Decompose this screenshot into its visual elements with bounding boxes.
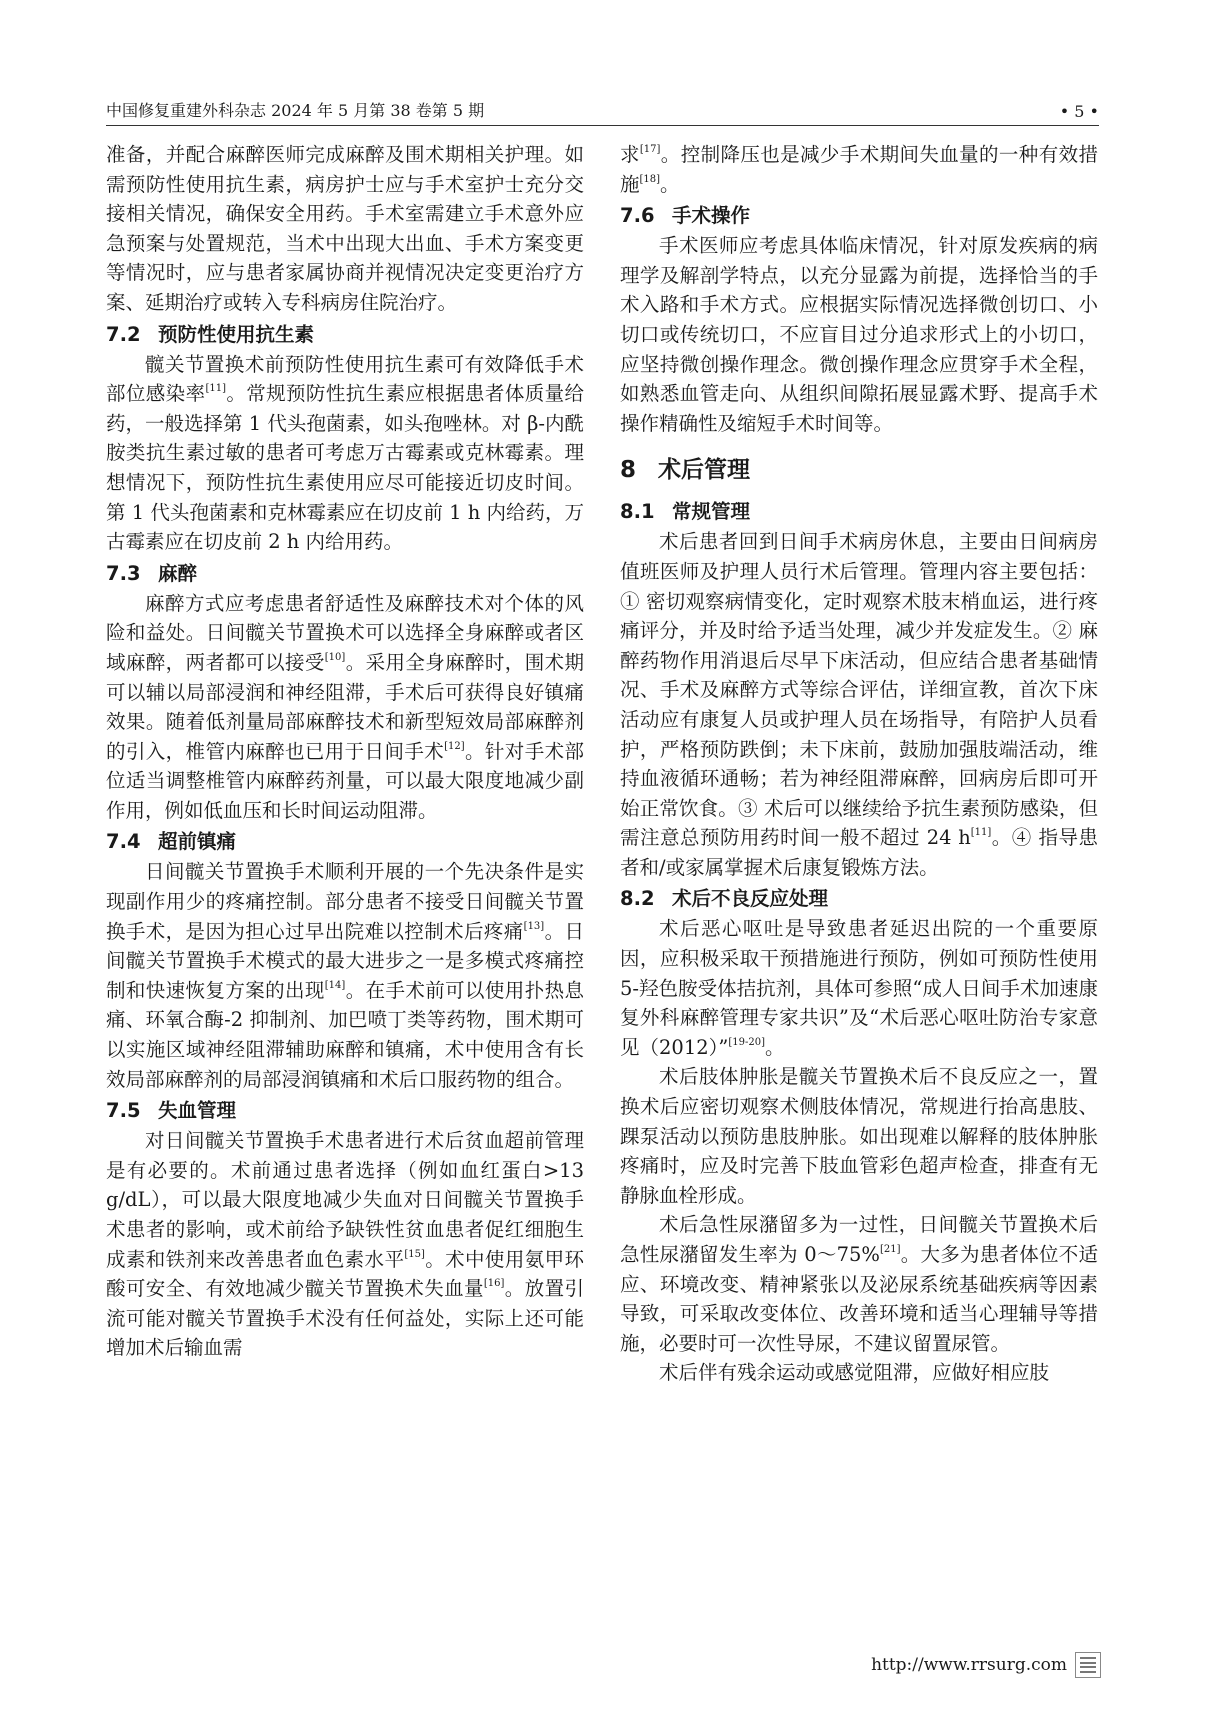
text-run: 。日间髋关节置换手术模式的最大进步之一是多模式疼痛控制和快速恢复方案的出现	[106, 919, 584, 1002]
section-number: 7.5	[106, 1099, 141, 1123]
section-7-4-heading	[106, 828, 584, 856]
text-run: 。术中使用氨甲环酸可安全、有效地减少髋关节置换术失血量	[106, 1247, 584, 1301]
citation[interactable]: [12]	[444, 740, 465, 752]
text-run: 髋关节置换术前预防性使用抗生素可有效降低手术部位感染率	[106, 352, 584, 406]
citation[interactable]: [11]	[970, 827, 992, 839]
page-number: • 5 •	[1059, 102, 1099, 121]
continued-paragraph	[620, 140, 1098, 199]
section-number: 7.6	[620, 204, 655, 228]
text-run: 。在手术前可以使用扑热息痛、环氧合酶-2 抑制剂、加巴喷丁类等药物，围术期可以实施区域神经阻滞辅助麻醉和镇痛，术中使用含有长效局部麻醉剂的局部浸润镇痛和术后口服药物的组合。	[106, 978, 584, 1091]
text-run: 术后患者回到日间手术病房休息，主要由日间病房值班医师及护理人员行术后管理。管理内容主要包括：① 密切观察病情变化，定时观察术肢末梢血运，进行疼痛评分，并及时给予适当处理，减少并发症发生。② 麻醉药物作用消退后尽早下床活动，但应结合患者基础情况、手术及麻醉方式等综合评估，详细宣教，首次下床活动应有康复人员或护理人员在场指导，有陪护人员看护，严格预防跌倒；未下床前，鼓励加强肢端活动，维持血液循环通畅；若为神经阻滞麻醉，回病房后即可开始正常饮食。③ 术后可以继续给予抗生素预防感染，但需注意总预防用药时间一般不超过 24 h	[620, 530, 1098, 850]
section-8-1-heading	[620, 498, 1098, 526]
section-title: 麻醉	[158, 561, 198, 585]
citation[interactable]: [13]	[523, 920, 545, 932]
section-8-2-paragraph-1	[620, 914, 1098, 1062]
citation[interactable]: [15]	[404, 1248, 425, 1260]
section-number: 7.4	[106, 830, 141, 854]
section-number: 8.1	[620, 500, 655, 524]
text-run: 。	[765, 1035, 785, 1059]
citation[interactable]: [19-20]	[728, 1036, 765, 1048]
section-8-2-heading	[620, 885, 1098, 913]
right-column	[620, 140, 1098, 1388]
text-run: 。大多为患者体位不适应、环境改变、精神紧张以及泌尿系统基础疾病等因素导致，可采取改变体位、改善环境和适当心理辅导等措施，必要时可一次性导尿，不建议留置尿管。	[620, 1243, 1098, 1355]
section-title: 常规管理	[672, 500, 751, 524]
text-run: 麻醉方式应考虑患者舒适性及麻醉技术对个体的风险和益处。日间髋关节置换术可以选择全身麻醉或者区域麻醉，两者都可以接受	[106, 591, 584, 674]
section-7-6-heading	[620, 202, 1098, 230]
section-7-6-paragraph: 手术医师应考虑具体临床情况，针对原发疾病的病理学及解剖学特点，以充分显露为前提，选择恰当的手术入路和手术方式。应根据实际情况选择微创切口、小切口或传统切口，不应盲目过分追求形式上的小切口，应坚持微创操作理念。微创操作理念应贯穿手术全程，如熟悉血管走向、从组织间隙拓展显露术野、提高手术操作精确性及缩短手术时间等。	[620, 234, 1098, 435]
section-7-4-paragraph	[106, 857, 584, 1094]
section-title: 失血管理	[158, 1099, 237, 1123]
section-title: 超前镇痛	[158, 830, 237, 854]
text-run: 术后恶心呕吐是导致患者延迟出院的一个重要原因，应积极采取干预措施进行预防，例如可预防性使用 5-羟色胺受体拮抗剂，具体可参照“成人日间手术加速康复外科麻醉管理专家共识”及“术后恶心呕吐防治专家意见（2012）”	[620, 917, 1098, 1059]
section-title: 手术操作	[672, 204, 751, 228]
text-run: 。④ 指导患者和/或家属掌握术后康复锻炼方法。	[620, 826, 1098, 879]
text-run: 对日间髋关节置换手术患者进行术后贫血超前管理是有必要的。术前通过患者选择（例如血红蛋白>13 g/dL），可以最大限度地减少失血对日间髋关节置换手术患者的影响，或术前给予缺铁性贫血患者促红细胞生成素和铁剂来改善患者血色素水平	[106, 1129, 584, 1271]
section-title: 预防性使用抗生素	[158, 322, 315, 346]
text-run: 。控制降压也是减少手术期间失血量的一种有效措施	[620, 143, 1098, 196]
text-run: 。放置引流可能对髋关节置换手术没有任何益处，实际上还可能增加术后输血需	[106, 1277, 584, 1360]
section-7-2-paragraph	[106, 350, 584, 557]
text-run: 。针对手术部位适当调整椎管内麻醉药剂量，可以最大限度地减少副作用，例如低血压和长时间运动阻滞。	[106, 739, 584, 822]
section-title: 术后管理	[658, 457, 750, 484]
journal-logo-icon	[1075, 1652, 1101, 1678]
section-8-heading	[620, 454, 1098, 486]
section-number: 8	[620, 457, 637, 484]
citation[interactable]: [16]	[483, 1278, 505, 1290]
citation[interactable]: [14]	[324, 979, 346, 991]
intro-paragraph: 准备，并配合麻醉医师完成麻醉及围术期相关护理。如需预防性使用抗生素，病房护士应与手术室护士充分交接相关情况，确保安全用药。手术室需建立手术意外应急预案与处置规范，当术中出现大出血、手术方案变更等情况时，应与患者家属协商并视情况决定变更治疗方案、延期治疗或转入专科病房住院治疗。	[106, 143, 584, 314]
text-run: 。采用全身麻醉时，围术期可以辅以局部浸润和神经阻滞，手术后可获得良好镇痛效果。随着低剂量局部麻醉技术和新型短效局部麻醉剂的引入，椎管内麻醉也已用于日间手术	[106, 650, 584, 763]
section-number: 7.2	[106, 322, 141, 346]
section-7-3-paragraph	[106, 589, 584, 826]
text-run: 。	[660, 172, 680, 196]
citation[interactable]: [18]	[639, 173, 661, 185]
section-title: 术后不良反应处理	[672, 887, 829, 911]
citation[interactable]: [17]	[639, 144, 661, 155]
citation[interactable]: [11]	[205, 383, 226, 395]
citation[interactable]: [21]	[879, 1244, 901, 1255]
section-8-2-paragraph-2: 术后肢体肿胀是髋关节置换术后不良反应之一，置换术后应密切观察术侧肢体情况，常规进行抬高患肢、踝泵活动以预防患肢肿胀。如出现难以解释的肢体肿胀疼痛时，应及时完善下肢血管彩色超声检查，排查有无静脉血栓形成。	[620, 1065, 1098, 1207]
section-8-1-paragraph	[620, 527, 1098, 882]
text-run: 求	[620, 143, 640, 166]
text-run: 。常规预防性抗生素应根据患者体质量给药，一般选择第 1 代头孢菌素，如头孢唑林。对 β-内酰胺类抗生素过敏的患者可考虑万古霉素或克林霉素。理想情况下，预防性抗生素使用应尽可能接近切皮时间。第 1 代头孢菌素和克林霉素应在切皮前 1 h 内给药，万古霉素应在切皮前 2 h 内给用药。	[106, 382, 584, 554]
text-run: 日间髋关节置换手术顺利开展的一个先决条件是实现副作用少的疼痛控制。部分患者不接受日间髋关节置换手术，是因为担心过早出院难以控制术后疼痛	[106, 860, 584, 943]
section-7-2-heading	[106, 321, 584, 349]
section-7-5-paragraph	[106, 1126, 584, 1363]
section-number: 7.3	[106, 561, 141, 585]
page-footer	[871, 1652, 1101, 1678]
journal-url-link[interactable]: http://www.rrsurg.com	[871, 1655, 1067, 1675]
citation[interactable]: [10]	[324, 651, 346, 663]
journal-title: 中国修复重建外科杂志 2024 年 5 月第 38 卷第 5 期	[106, 101, 485, 120]
section-7-3-heading	[106, 560, 584, 588]
running-header	[106, 92, 1099, 126]
section-8-2-paragraph-3	[620, 1210, 1098, 1358]
section-8-2-paragraph-4: 术后伴有残余运动或感觉阻滞，应做好相应肢	[659, 1361, 1050, 1385]
section-number: 8.2	[620, 887, 655, 911]
section-7-5-heading	[106, 1097, 584, 1125]
text-run: 术后急性尿潴留多为一过性，日间髋关节置换术后急性尿潴留发生率为 0～75%	[620, 1213, 1098, 1266]
left-column	[106, 140, 584, 1363]
